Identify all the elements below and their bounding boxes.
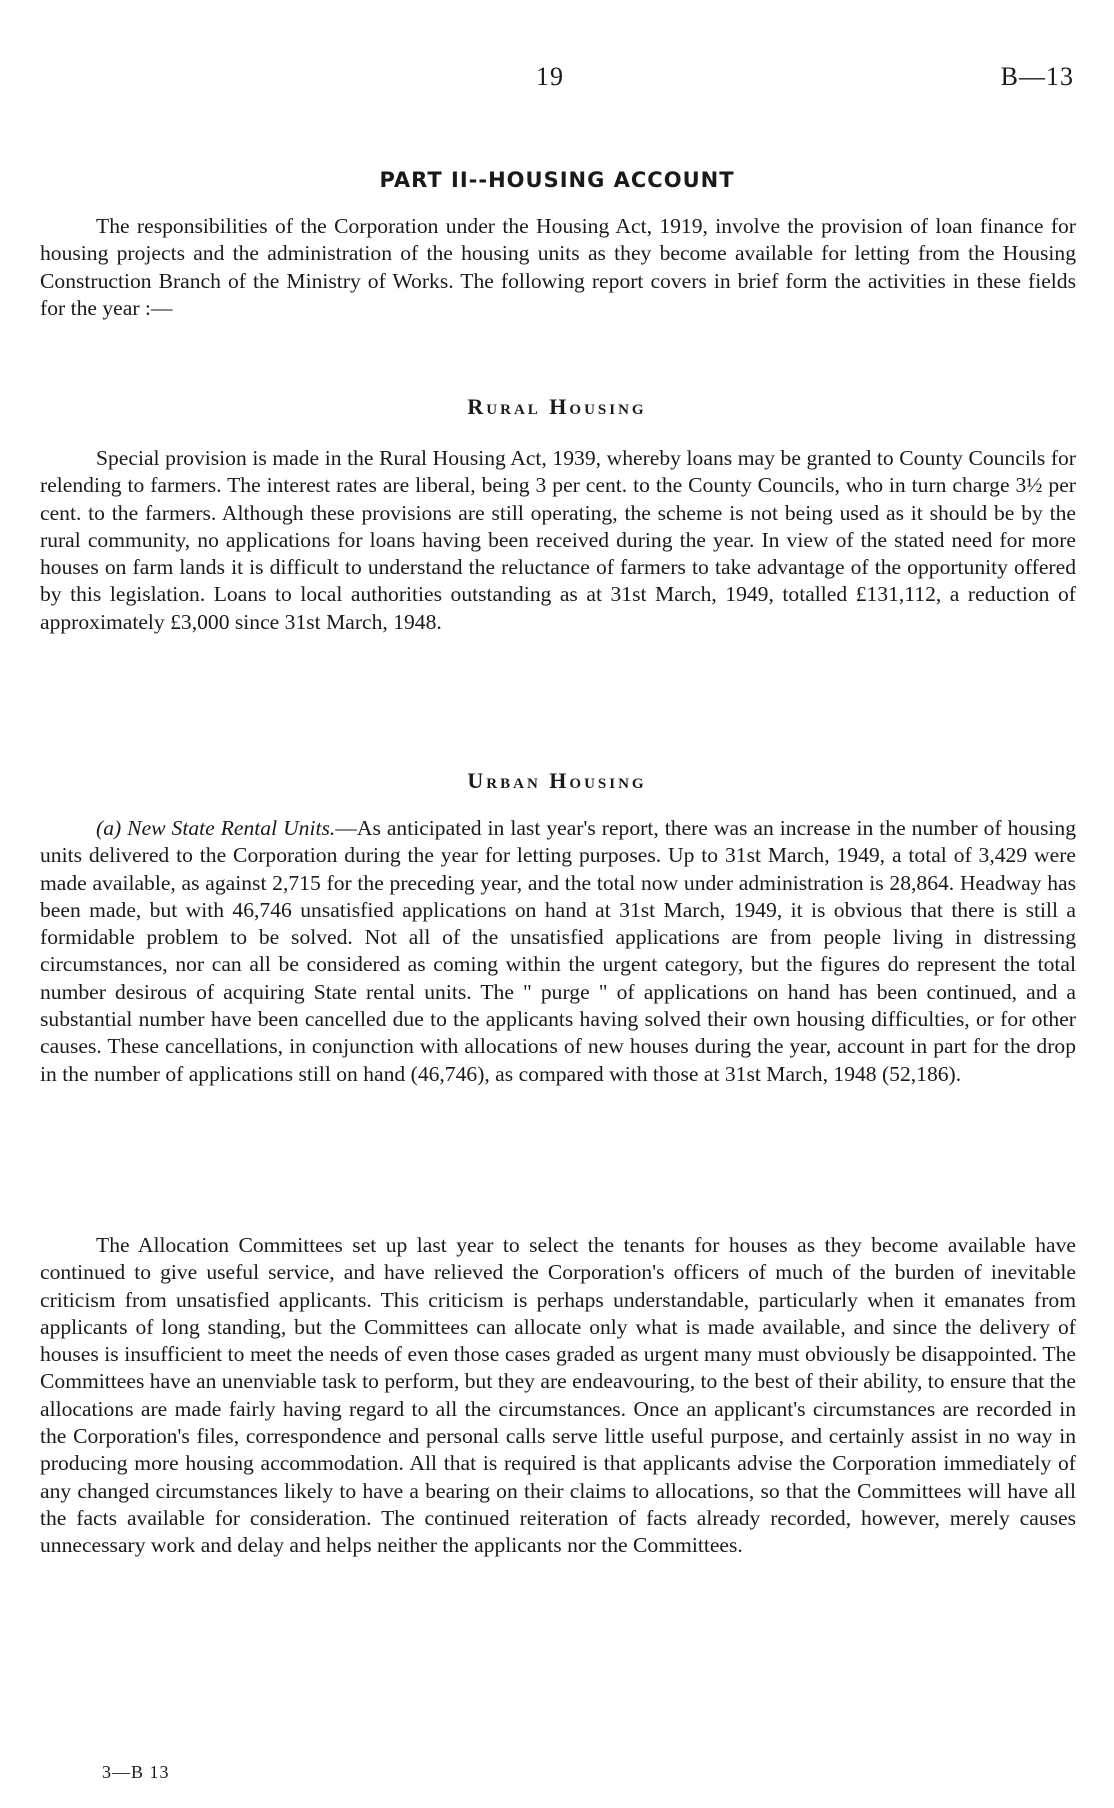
urban-housing-heading: Urban Housing (467, 768, 647, 793)
page-number: 19 (536, 62, 564, 91)
urban-housing-paragraph-a (40, 815, 1076, 1088)
allocation-committees-paragraph: The Allocation Committees set up last year to select the tenants for houses as they become available have continued to give useful service, and have relieved the Corporation's officers of much of the burden of inevitable criticism from unsatisfied applicants. This criticism is perhaps understandable, particularly when it emanates from applicants of long standing, but the Committees can allocate only what is made available, and since the delivery of houses is insufficient to meet the needs of even those cases graded as urgent many must obviously be disappointed. The Committees have an unenviable task to perform, but they are endeavouring, to the best of their ability, to ensure that the allocations are made fairly having regard to all the circumstances. Once an applicant's circumstances are recorded in the Corporation's files, correspondence and personal calls serve little useful purpose, and certainly assist in no way in producing more housing accommodation. All that is required is that applicants advise the Corporation immediately of any changed circumstances likely to have a bearing on their claims to allocations, so that the Committees will have all the facts available for consideration. The continued reiteration of facts already recorded, however, merely causes unnecessary work and delay and helps neither the applicants nor the Committees. (40, 1233, 1076, 1558)
sheet-signature: 3—B 13 (102, 1762, 170, 1782)
subsection-text: —As anticipated in last year's report, there was an increase in the number of housing units delivered to the Corporation during the year for letting purposes. Up to 31st March, 1949, a total of 3,429 were made available, as against 2,715 for the preceding year, and the total now under administration is 28,864. Headway has been made, but with 46,746 unsatisfied applications on hand at 31st March, 1949, it is obvious that there is still a formidable problem to be solved. Not all of the unsatisfied applications are from people living in distressing circumstances, nor can all be considered as coming within the urgent category, but the figures do represent the total number desirous of acquiring State rental units. The " purge " of applications on hand has been continued, and a substantial number have been cancelled due to the applicants having solved their own housing difficulties, or for other causes. These cancellations, in conjunction with allocations of new houses during the year, account in part for the drop in the number of applications still on hand (46,746), as compared with those at 31st March, 1948 (52,186). (40, 816, 1076, 1086)
document-reference: B—13 (1000, 62, 1074, 91)
part-title: PART II--HOUSING ACCOUNT (379, 168, 735, 192)
intro-paragraph: The responsibilities of the Corporation under the Housing Act, 1919, involve the provision of loan finance for housing projects and the administration of the housing units as they become available for letting from the Housing Construction Branch of the Ministry of Works. The following report covers in brief form the activities in these fields for the year :— (40, 214, 1076, 320)
rural-housing-paragraph: Special provision is made in the Rural Housing Act, 1939, whereby loans may be granted to County Councils for relending to farmers. The interest rates are liberal, being 3 per cent. to the County Councils, who in turn charge 3½ per cent. to the farmers. Although these provisions are still operating, the scheme is not being used as it should be by the rural community, no applications for loans having been received during the year. In view of the stated need for more houses on farm lands it is difficult to understand the reluctance of farmers to take advantage of the opportunity offered by this legislation. Loans to local authorities outstanding as at 31st March, 1949, totalled £131,112, a reduction of approximately £3,000 since 31st March, 1948. (40, 446, 1076, 634)
subsection-label: (a) New State Rental Units. (96, 816, 336, 840)
rural-housing-heading: Rural Housing (467, 394, 647, 419)
